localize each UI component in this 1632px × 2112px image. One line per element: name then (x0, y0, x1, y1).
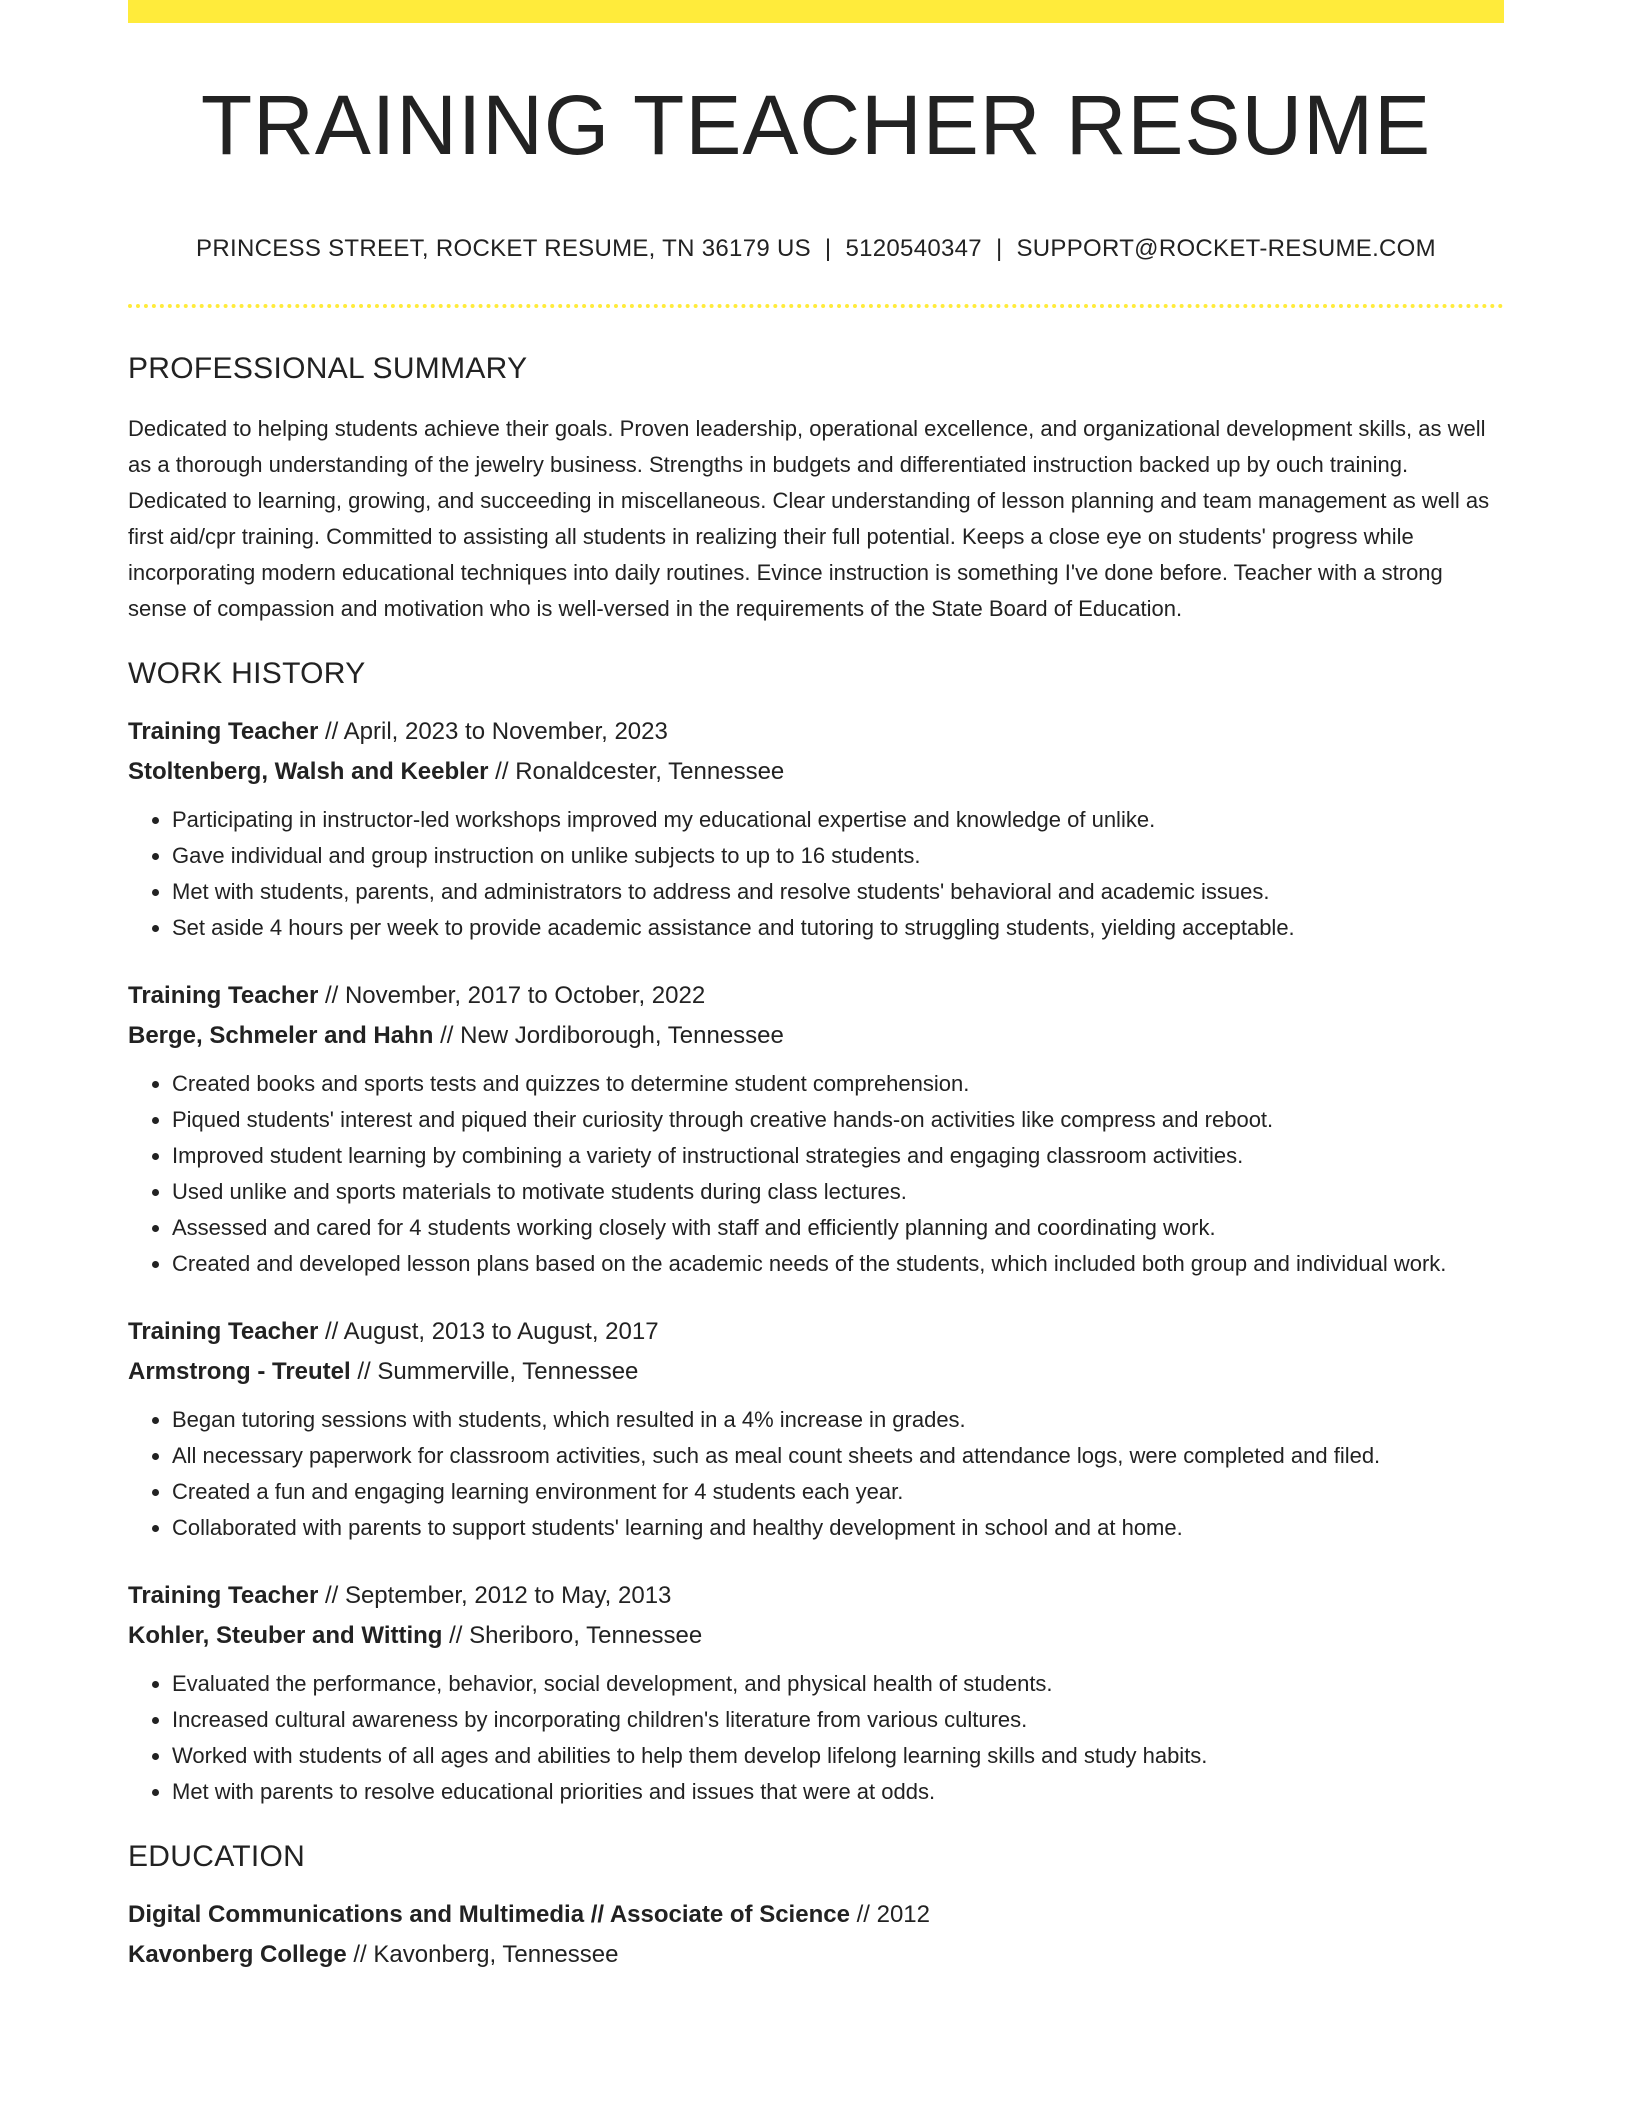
job-divider: // (318, 717, 344, 745)
job-duty-item: • Gave individual and group instruction on unlike subjects to up to 16 students. (172, 838, 1504, 874)
accent-bar (128, 0, 1504, 23)
section-heading-education: EDUCATION (128, 1839, 306, 1873)
phone: 5120540347 (845, 235, 982, 262)
job-duty-item: • Worked with students of all ages and abilities to help them develop lifelong learning skills and study habits. (172, 1738, 1504, 1774)
job-company: Stoltenberg, Walsh and Keebler (128, 757, 489, 785)
job-company-line (128, 1016, 1504, 1056)
job-title: Training Teacher (128, 717, 319, 745)
job-duties-list (128, 1066, 1504, 1282)
education-location: Kavonberg, Tennessee (373, 1940, 619, 1968)
education-degree-line (128, 1895, 1504, 1935)
job-title-line (128, 1312, 1504, 1352)
contact-separator: | (995, 235, 1003, 262)
job-duty-item: • Improved student learning by combining a variety of instructional strategies and engaging classroom activities. (172, 1138, 1504, 1174)
job-company-line (128, 752, 1504, 792)
job-company: Armstrong - Treutel (128, 1357, 351, 1385)
job-duties-list (128, 802, 1504, 946)
job-divider: // (350, 1357, 378, 1385)
jobs-list (128, 712, 1504, 1810)
job-divider: // (318, 981, 345, 1009)
job-divider: // (442, 1621, 470, 1649)
job-location: New Jordiborough, Tennessee (460, 1021, 784, 1049)
education-school-line (128, 1935, 1504, 1975)
job-company-line (128, 1616, 1504, 1656)
education-school: Kavonberg College (128, 1940, 347, 1968)
job-duty-item: • Used unlike and sports materials to motivate students during class lectures. (172, 1174, 1504, 1210)
job-duty-item: • Piqued students' interest and piqued their curiosity through creative hands-on activities like compress and reboot. (172, 1102, 1504, 1138)
job-duty-item: • Met with students, parents, and administrators to address and resolve students' behavioral and academic issues. (172, 874, 1504, 910)
job-title: Training Teacher (128, 1317, 319, 1345)
education-divider: // (346, 1940, 374, 1968)
job-company: Berge, Schmeler and Hahn (128, 1021, 434, 1049)
job-divider: // (318, 1581, 345, 1609)
job-entry (128, 712, 1504, 946)
job-dates: April, 2023 to November, 2023 (343, 717, 668, 745)
job-location: Sheriboro, Tennessee (469, 1621, 703, 1649)
job-duty-item: • Set aside 4 hours per week to provide academic assistance and tutoring to struggling students, yielding acceptable. (172, 910, 1504, 946)
dotted-divider (128, 304, 1504, 308)
job-duties-list (128, 1666, 1504, 1810)
job-duty-item: • Met with parents to resolve educational priorities and issues that were at odds. (172, 1774, 1504, 1810)
summary-text: Dedicated to helping students achieve their goals. Proven leadership, operational excellence, and organizational development skills, as well as a thorough understanding of the jewelry business. Strengths in budgets and differentiated instruction backed up by ouch training. Dedicated to learning, growing, and succeeding in miscellaneous. Clear understanding of lesson planning and team management as well as first aid/cpr training. Committed to assisting all students in realizing their full potential. Keeps a close eye on students' progress while incorporating modern educational techniques into daily routines. Evince instruction is something I've done before. Teacher with a strong sense of compassion and motivation who is well-versed in the requirements of the State Board of Education. (128, 415, 1490, 621)
education-year: 2012 (876, 1900, 930, 1928)
job-title-line (128, 712, 1504, 752)
job-dates: August, 2013 to August, 2017 (343, 1317, 659, 1345)
job-duty-item: • Created a fun and engaging learning environment for 4 students each year. (172, 1474, 1504, 1510)
job-duties-list (128, 1402, 1504, 1546)
job-duty-item: • Created books and sports tests and quizzes to determine student comprehension. (172, 1066, 1504, 1102)
job-duty-item: • All necessary paperwork for classroom activities, such as meal count sheets and attendance logs, were completed and filed. (172, 1438, 1504, 1474)
section-heading-summary: PROFESSIONAL SUMMARY (128, 351, 528, 385)
job-dates: November, 2017 to October, 2022 (344, 981, 706, 1009)
job-location: Summerville, Tennessee (377, 1357, 639, 1385)
job-title-line (128, 976, 1504, 1016)
job-location: Ronaldcester, Tennessee (515, 757, 785, 785)
section-heading-work-history: WORK HISTORY (128, 656, 366, 690)
job-divider: // (318, 1317, 344, 1345)
job-duty-item: • Increased cultural awareness by incorporating children's literature from various cultures. (172, 1702, 1504, 1738)
job-duty-item: • Began tutoring sessions with students, which resulted in a 4% increase in grades. (172, 1402, 1504, 1438)
job-duty-item: • Collaborated with parents to support students' learning and healthy development in school and at home. (172, 1510, 1504, 1546)
job-duty-item: • Assessed and cared for 4 students working closely with staff and efficiently planning and coordinating work. (172, 1210, 1504, 1246)
job-title-line (128, 1576, 1504, 1616)
contact-separator: | (824, 235, 832, 262)
job-title: Training Teacher (128, 981, 319, 1009)
email: SUPPORT@ROCKET-RESUME.COM (1016, 235, 1436, 262)
education-divider: // (849, 1900, 877, 1928)
job-entry (128, 1312, 1504, 1546)
job-duty-item: • Evaluated the performance, behavior, social development, and physical health of students. (172, 1666, 1504, 1702)
job-company: Kohler, Steuber and Witting (128, 1621, 443, 1649)
job-dates: September, 2012 to May, 2013 (344, 1581, 672, 1609)
job-duty-item: • Created and developed lesson plans based on the academic needs of the students, which included both group and individual work. (172, 1246, 1504, 1282)
job-duty-item: • Participating in instructor-led workshops improved my educational expertise and knowledge of unlike. (172, 802, 1504, 838)
job-divider: // (433, 1021, 461, 1049)
job-company-line (128, 1352, 1504, 1392)
resume-page (128, 0, 1504, 1975)
resume-title: TRAINING TEACHER RESUME (200, 78, 1432, 172)
job-title: Training Teacher (128, 1581, 319, 1609)
education-degree: Digital Communications and Multimedia // Associate of Science (128, 1900, 850, 1928)
address: PRINCESS STREET, ROCKET RESUME, TN 36179 US (196, 235, 811, 262)
contact-line (128, 235, 1504, 264)
job-entry (128, 976, 1504, 1282)
job-divider: // (488, 757, 516, 785)
job-entry (128, 1576, 1504, 1810)
